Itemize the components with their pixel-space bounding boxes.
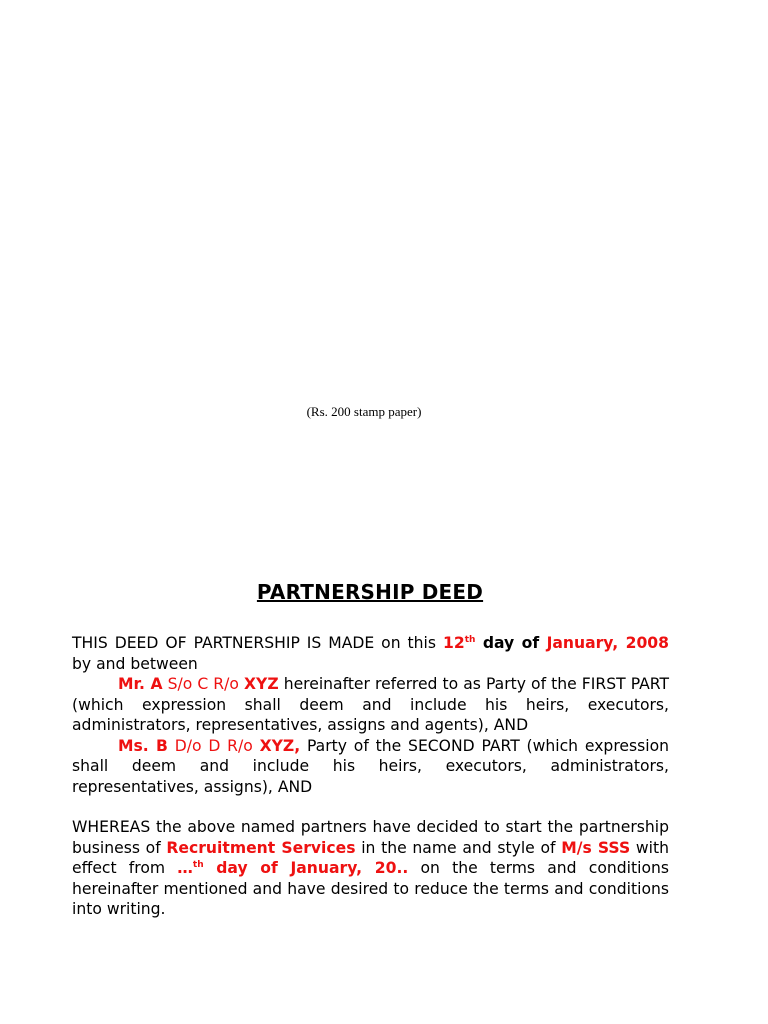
first-party-paragraph (72, 674, 669, 736)
month-year: January, 2008 (546, 634, 670, 652)
firm-name: M/s SSS (561, 838, 631, 857)
whereas-text-c: with effect from (72, 838, 669, 877)
second-party-place: XYZ, (259, 736, 301, 755)
second-party-text: Party of the SECOND PART (which expression shall deem and include his heirs, executors, administrators, representatives, assigns), AND (72, 736, 669, 796)
deed-intro-paragraph (72, 633, 669, 674)
day-of-text: day of (475, 634, 547, 652)
day-number: 12th (442, 634, 476, 652)
page-title: PARTNERSHIP DEED (256, 580, 484, 604)
first-party-place: XYZ (244, 675, 279, 693)
whereas-paragraph (72, 817, 669, 920)
effective-date: …$^{th}$ day of January, 20.. (177, 859, 409, 877)
whereas-text-d: on the terms and conditions hereinafter mentioned and have desired to reduce the terms and conditions into writing. (72, 859, 669, 918)
whereas-text-b: in the name and style of (355, 838, 562, 857)
stamp-paper-note: (Rs. 200 stamp paper) (306, 404, 422, 419)
deed-body (72, 633, 669, 920)
business-name: Recruitment Services (166, 838, 356, 857)
second-party-relation: D/o D R/o (167, 736, 260, 755)
first-party-relation: S/o C R/o (162, 675, 244, 693)
first-party-text: hereinafter referred to as Party of the FIRST PART (which expression shall deem and include his heirs, executors, administrators, representatives, assigns and agents), AND (72, 675, 669, 734)
whereas-text-a: WHEREAS the above named partners have decided to start the partnership business of (72, 818, 669, 857)
second-party-name: Ms. B (118, 736, 168, 755)
first-party-name: Mr. A (118, 675, 163, 693)
second-party-paragraph (72, 736, 669, 798)
intro-tail: by and between (72, 654, 198, 673)
intro-text: THIS DEED OF PARTNERSHIP IS MADE on this (72, 634, 443, 652)
